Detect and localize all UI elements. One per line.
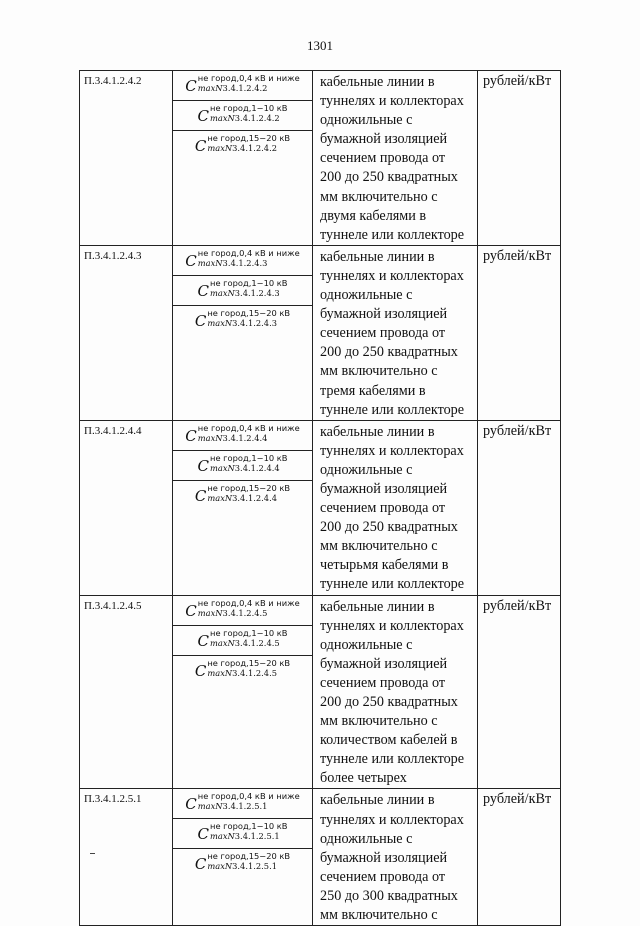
formula-sub-prefix: max [197, 801, 216, 812]
item-unit: рублей/кВт [478, 245, 561, 420]
description-line: туннелях и коллекторах [320, 93, 464, 110]
formula-superscript: не город,0,4 кВ и ниже [197, 791, 300, 802]
formula-sub-code: 3.4.1.2.4.3 [234, 287, 280, 298]
table-row [80, 789, 561, 926]
formula-sub-letter: N [215, 801, 223, 812]
table-row [80, 245, 561, 420]
formula-row [173, 306, 312, 336]
formula-indices [210, 103, 287, 123]
formula-indices [207, 483, 290, 503]
formula-sub-letter: N [227, 113, 235, 123]
cost-rate-formula [195, 851, 290, 872]
formula-row [173, 276, 312, 306]
formula-symbol: C [194, 486, 207, 505]
formula-row [173, 626, 312, 656]
formula-symbol: C [185, 251, 197, 270]
formula-indices [210, 821, 287, 841]
formula-sub-prefix: max [207, 492, 225, 503]
formula-indices [198, 423, 300, 443]
cost-rate-formula [185, 423, 299, 444]
formula-subscript [210, 638, 287, 648]
formula-subscript [198, 258, 300, 268]
cost-rate-formula [195, 308, 290, 329]
table-row [80, 595, 561, 789]
description-line: мм включительно с [320, 188, 438, 205]
formula-indices [207, 851, 290, 871]
description-line: кабельные линии в [320, 792, 435, 809]
item-unit: рублей/кВт [478, 789, 561, 926]
formula-symbol: C [185, 426, 197, 445]
table-row [80, 420, 561, 595]
description-line: бумажной изоляцией [320, 131, 448, 148]
description-line: мм включительно с [320, 907, 438, 924]
formula-subscript [210, 288, 287, 298]
cost-rate-formula [198, 278, 288, 299]
formula-row [173, 246, 312, 276]
item-code: П.3.4.1.2.4.3 [80, 245, 173, 420]
formula-sub-code: 3.4.1.2.5.1 [222, 801, 268, 812]
formula-superscript: не город,0,4 кВ и ниже [197, 422, 300, 433]
formula-sub-code: 3.4.1.2.4.3 [222, 257, 268, 268]
formula-symbol: C [197, 456, 210, 475]
formula-symbol: C [185, 601, 197, 620]
formula-cell [173, 245, 313, 420]
cost-rate-formula [198, 103, 288, 124]
item-code: П.3.4.1.2.4.4 [80, 420, 173, 595]
description-line: одножильные с [320, 461, 413, 478]
formula-indices [198, 598, 300, 618]
description-line: мм включительно с [320, 713, 438, 730]
formula-sub-prefix: max [210, 287, 228, 298]
formula-sub-letter: N [227, 287, 235, 298]
formula-sub-prefix: max [210, 637, 228, 648]
formula-sub-prefix: max [207, 667, 225, 678]
formula-sub-prefix: max [197, 257, 216, 268]
formula-sub-prefix: max [210, 462, 228, 473]
formula-sub-letter: N [224, 317, 233, 328]
item-description [313, 71, 478, 246]
formula-symbol: C [197, 631, 210, 650]
formula-superscript: не город,1−10 кВ [210, 452, 288, 463]
description-line: туннелях и коллекторах [320, 442, 464, 459]
formula-superscript: не город,0,4 кВ и ниже [197, 73, 300, 83]
cost-rate-formula [198, 453, 288, 474]
formula-row [173, 71, 312, 101]
formula-sub-letter: N [224, 667, 233, 678]
formula-sub-letter: N [224, 492, 233, 503]
formula-row [173, 451, 312, 481]
formula-row [173, 421, 312, 451]
formula-row [173, 596, 312, 626]
formula-sub-prefix: max [207, 317, 225, 328]
description-line: мм включительно с [320, 363, 438, 380]
formula-cell [173, 789, 313, 926]
description-line: двумя кабелями в [320, 207, 427, 224]
cost-rate-formula [198, 628, 288, 649]
formula-superscript: не город,1−10 кВ [210, 103, 288, 113]
formula-superscript: не город,15−20 кВ [207, 851, 291, 862]
formula-superscript: не город,15−20 кВ [207, 307, 291, 318]
description-line: сечением провода от [320, 150, 446, 167]
tariff-table-body [80, 71, 561, 926]
description-line: кабельные линии в [320, 74, 435, 90]
description-line: кабельные линии в [320, 598, 435, 615]
formula-sub-code: 3.4.1.2.5.1 [234, 831, 280, 842]
description-line: 200 до 250 квадратных [320, 344, 458, 361]
formula-sub-prefix: max [210, 113, 228, 123]
formula-indices [198, 73, 300, 93]
formula-sub-prefix: max [207, 143, 225, 153]
description-line: одножильные с [320, 830, 413, 847]
description-line: туннелях и коллекторах [320, 267, 464, 284]
formula-row [173, 789, 312, 819]
description-line: бумажной изоляцией [320, 480, 448, 497]
formula-subscript [207, 493, 290, 503]
description-line: количеством кабелей в [320, 732, 458, 749]
description-line: тремя кабелями в [320, 382, 426, 399]
item-unit: рублей/кВт [478, 595, 561, 789]
formula-indices [207, 658, 290, 678]
formula-subscript [210, 831, 287, 841]
formula-indices [210, 453, 287, 473]
formula-sub-letter: N [224, 861, 233, 872]
formula-symbol: C [194, 311, 207, 330]
formula-indices [207, 133, 290, 153]
formula-row [173, 819, 312, 849]
description-line: туннеле или коллекторе [320, 751, 465, 768]
formula-symbol: C [197, 281, 210, 300]
formula-row [173, 101, 312, 131]
formula-superscript: не город,1−10 кВ [210, 277, 288, 288]
formula-sub-code: 3.4.1.2.4.3 [232, 317, 277, 328]
formula-sub-code: 3.4.1.2.4.4 [234, 462, 280, 473]
formula-indices [198, 248, 300, 268]
formula-sub-code: 3.4.1.2.4.5 [234, 637, 280, 648]
formula-subscript [207, 668, 290, 678]
description-line: бумажной изоляцией [320, 306, 448, 323]
description-line: туннелях и коллекторах [320, 811, 464, 828]
formula-indices [207, 308, 290, 328]
formula-subscript [198, 433, 300, 443]
formula-symbol: C [194, 661, 207, 680]
formula-subscript [210, 463, 287, 473]
formula-sub-prefix: max [210, 831, 228, 842]
formula-symbol: C [194, 137, 207, 155]
formula-sub-prefix: max [197, 83, 216, 93]
formula-sub-letter: N [227, 831, 235, 842]
formula-superscript: не город,15−20 кВ [207, 657, 291, 668]
description-line: одножильные с [320, 636, 413, 653]
formula-superscript: не город,0,4 кВ и ниже [197, 247, 300, 258]
item-description [313, 595, 478, 789]
formula-sub-code: 3.4.1.2.4.2 [222, 83, 268, 93]
description-line: мм включительно с [320, 538, 438, 555]
cost-rate-formula [195, 133, 290, 154]
formula-sub-code: 3.4.1.2.4.4 [222, 432, 268, 443]
cost-rate-formula [198, 821, 288, 842]
description-line: сечением провода от [320, 674, 446, 691]
description-line: 200 до 250 квадратных [320, 519, 458, 536]
formula-sub-code: 3.4.1.2.4.5 [232, 667, 277, 678]
description-line: бумажной изоляцией [320, 655, 448, 672]
formula-row [173, 481, 312, 511]
item-unit: рублей/кВт [478, 71, 561, 246]
description-line: туннеле или коллекторе [320, 576, 465, 593]
formula-superscript: не город,15−20 кВ [207, 133, 291, 143]
formula-subscript [198, 801, 300, 811]
description-line: сечением провода от [320, 868, 446, 885]
formula-symbol: C [185, 795, 197, 814]
description-line: сечением провода от [320, 500, 446, 517]
formula-superscript: не город,1−10 кВ [210, 821, 288, 832]
formula-cell [173, 71, 313, 246]
formula-subscript [210, 113, 287, 123]
page-number: 1301 [307, 38, 333, 53]
description-line: 200 до 250 квадратных [320, 694, 458, 710]
item-description [313, 420, 478, 595]
formula-row [173, 131, 312, 161]
formula-sub-code: 3.4.1.2.4.2 [232, 143, 277, 153]
tariff-table [79, 70, 561, 926]
formula-sub-prefix: max [207, 861, 225, 872]
description-line: одножильные с [320, 287, 413, 304]
cost-rate-formula [195, 658, 290, 679]
description-line: 200 до 250 квадратных [320, 169, 458, 186]
formula-sub-letter: N [215, 607, 223, 618]
description-line: более четырех [320, 770, 407, 787]
formula-superscript: не город,0,4 кВ и ниже [197, 597, 300, 608]
formula-sub-prefix: max [197, 432, 216, 443]
formula-sub-code: 3.4.1.2.4.4 [232, 492, 277, 503]
description-line: туннелях и коллекторах [320, 617, 464, 634]
formula-row [173, 656, 312, 686]
formula-sub-code: 3.4.1.2.5.1 [232, 861, 277, 872]
formula-subscript [198, 83, 300, 93]
description-line: кабельные линии в [320, 423, 435, 440]
table-row [80, 71, 561, 246]
description-line: сечением провода от [320, 325, 446, 342]
formula-sub-letter: N [224, 143, 233, 153]
formula-subscript [207, 318, 290, 328]
description-line: одножильные с [320, 112, 413, 129]
formula-cell [173, 420, 313, 595]
formula-sub-letter: N [227, 637, 235, 648]
cost-rate-formula [185, 598, 299, 619]
description-line: туннеле или коллекторе [320, 226, 465, 243]
description-line: туннеле или коллекторе [320, 401, 465, 418]
formula-superscript: не город,15−20 кВ [207, 482, 291, 493]
cost-rate-formula [195, 483, 290, 504]
cost-rate-formula [185, 248, 299, 269]
item-unit: рублей/кВт [478, 420, 561, 595]
formula-symbol: C [185, 77, 197, 95]
item-description [313, 789, 478, 926]
formula-indices [210, 628, 287, 648]
description-line: 250 до 300 квадратных [320, 887, 458, 904]
item-code: П.3.4.1.2.5.1 [80, 789, 173, 926]
formula-sub-prefix: max [197, 607, 216, 618]
formula-cell [173, 595, 313, 789]
formula-indices [210, 278, 287, 298]
description-line: кабельные линии в [320, 248, 435, 265]
cost-rate-formula [185, 73, 299, 94]
formula-symbol: C [197, 825, 210, 844]
margin-mark [90, 853, 95, 854]
formula-indices [198, 791, 300, 811]
item-code: П.3.4.1.2.4.2 [80, 71, 173, 246]
formula-subscript [207, 143, 290, 153]
formula-subscript [198, 608, 300, 618]
formula-row [173, 849, 312, 879]
formula-sub-code: 3.4.1.2.4.2 [234, 113, 280, 123]
formula-symbol: C [197, 107, 210, 125]
formula-sub-letter: N [215, 83, 223, 93]
description-line: четырьмя кабелями в [320, 557, 449, 574]
description-line: бумажной изоляцией [320, 849, 448, 866]
formula-superscript: не город,1−10 кВ [210, 627, 288, 638]
formula-sub-letter: N [227, 462, 235, 473]
formula-sub-letter: N [215, 257, 223, 268]
formula-sub-code: 3.4.1.2.4.5 [222, 607, 268, 618]
cost-rate-formula [185, 791, 299, 812]
formula-sub-letter: N [215, 432, 223, 443]
item-description [313, 245, 478, 420]
item-code: П.3.4.1.2.4.5 [80, 595, 173, 789]
formula-symbol: C [194, 855, 207, 874]
formula-subscript [207, 861, 290, 871]
